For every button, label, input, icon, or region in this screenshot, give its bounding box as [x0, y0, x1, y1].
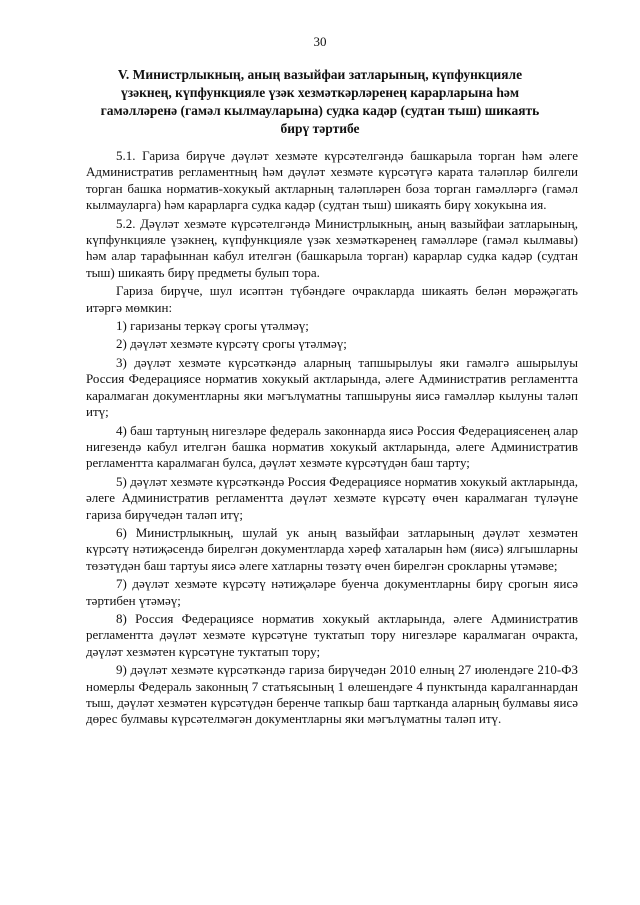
list-item-2: 2) дәүләт хезмәте күрсәтү срогы үтәлмәү;	[116, 336, 347, 352]
list-item-5: 5) дәүләт хезмәте күрсәткәндә Россия Федерациясе норматив хокукый актларында, әлеге Административ регламентта дәүләт хезмәте күрсәтү өчен каралмаган түләүне гариза бирүчедән таләп итү;	[86, 473, 578, 522]
list-item-6: 6) Министрлыкның, шулай ук аның вазыйфаи затларының дәүләт хезмәтен күрсәтү нәтиҗәсендә бирелгән документларда хәреф хаталарын һәм (яисә) ялгышларны төзәтүдән баш тартуы яисә әлеге хатларны төзәтү өчен бирелгән срокларны үтәмәве;	[86, 524, 578, 573]
list-item-9: 9) дәүләт хезмәте күрсәткәндә гариза бирүчедән 2010 елның 27 июлендәге 210-ФЗ номерлы Федераль законның 7 статьясының 1 өлешендәге 4 пунктында каралганнардан тыш, дәүләт хезмәтен күрсәтүдән беренче тапкыр баш тартканда аларның булмавы яисә дөрес булмавы күрсәтелмәгән документларны яки мәгълүматны таләп итү.	[86, 662, 578, 727]
list-item-3: 3) дәүләт хезмәте күрсәткәндә аларның тапшырылуы яки гамәлгә ашырылуы Россия Федерациясе норматив хокукый актларында, әлеге Административ регламентта каралмаган документларны яки мәгълүматны тапшыруны яисә гамәлләр кылуны таләп итү;	[86, 354, 578, 420]
list-item-1: 1) гаризаны теркәү срогы үтәлмәү;	[116, 318, 309, 334]
section-title: V. Министрлыкның, аның вазыйфаи затларының, күпфункцияле үзәкнең, күпфункцияле үзәк хезмәткәрләренең карарларына һәм гамәлләренә (гамәл кылмауларына) судка кадәр (судтан тыш) шикаять бирү тәртибе	[100, 67, 540, 136]
paragraph-intro: Гариза бирүче, шул исәптән түбәндәге очракларда шикаять белән мөрәҗәгать итәргә мөмкин:	[86, 283, 578, 315]
list-item-8: 8) Россия Федерациясе норматив хокукый актларында, әлеге Административ регламентта дәүләт хезмәте күрсәтүне туктатып тору нигезләре каралмаган очракта, дәүләт хезмәтен күрсәтүне туктатып тору;	[86, 610, 578, 659]
list-item-4: 4) баш тартуның нигезләре федераль законнарда яисә Россия Федерациясенең алар нигезендә кабул ителгән башка норматив хокукый актларында, әлеге Административ регламентта каралмаган булса, дәүләт хезмәте күрсәтүдән баш тарту;	[86, 422, 578, 471]
paragraph-5-2: 5.2. Дәүләт хезмәте күрсәтелгәндә Министрлыкның, аның вазыйфаи затларының, күпфункцияле үзәкнең, күпфункцияле үзәк хезмәткәренең гамәлләре (гамәл кылмавы) һәм алар тарафыннан кабул ителгән (башкарыла торган) карарлар судка кадәр (судтан тыш) шикаять бирү предметы булып тора.	[86, 215, 578, 280]
paragraph-5-1: 5.1. Гариза бирүче дәүләт хезмәте күрсәтелгәндә башкарыла торган һәм әлеге Административ регламентның һәм дәүләт хезмәте күрсәтүгә карата таләпләр билгели торган башка норматив-хокукый актларның таләпләрен боза торган гамәлләргә (гамәл кылмауларга) һәм карарларга судка кадәр (судтан тыш) шикаять бирү хокукына ия.	[86, 148, 578, 213]
page-number: 30	[313, 34, 327, 49]
document-body	[86, 148, 578, 730]
list-item-7: 7) дәүләт хезмәте күрсәтү нәтиҗәләре буенча документларны бирү срогын яисә тәртибен үтәмәү;	[86, 576, 578, 608]
